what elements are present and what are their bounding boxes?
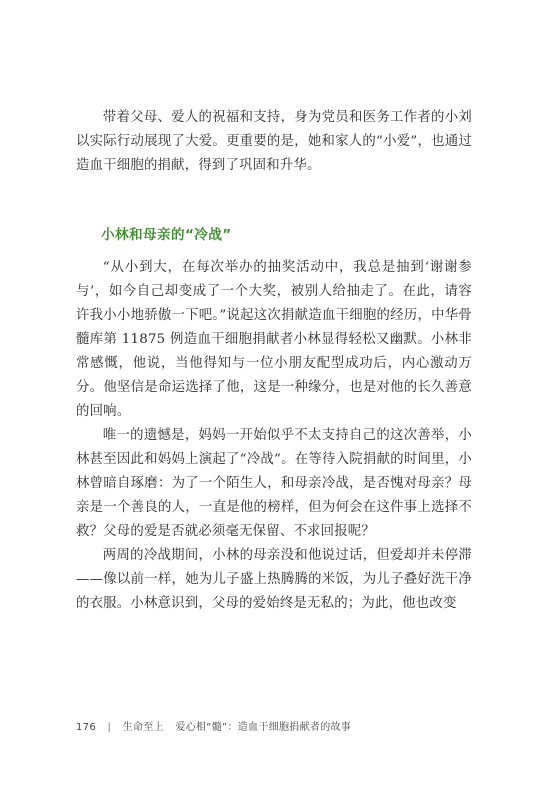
intro-paragraph xyxy=(76,106,472,178)
story-paragraph-2: 唯一的遗憾是，妈妈一开始似乎不太支持自己的这次善举，小林甚至因此和妈妈上演起了“冷战”。在等待入院捐献的时间里，小林曾暗自琢磨：为了一个陌生人，和母亲冷战，是否愧对母亲？母亲是一个善良的人，一直是他的榜样，但为何会在这件事上选择不救？父母的爱是否就必须毫无保留、不求回报呢？ xyxy=(76,428,472,539)
intro-text: 带着父母、爱人的祝福和支持，身为党员和医务工作者的小刘以实际行动展现了大爱。更重要的是，她和家人的“小爱”，也通过造血干细胞的捐献，得到了巩固和升华。 xyxy=(76,110,472,173)
story-paragraph-3: 两周的冷战期间，小林的母亲没和他说过话，但爱却并未停滞——像以前一样，她为儿子盛上热腾腾的米饭，为儿子叠好洗干净的衣服。小林意识到，父母的爱始终是无私的；为此，他也改变 xyxy=(76,548,472,611)
page-footer xyxy=(76,718,359,733)
story-body xyxy=(76,256,472,616)
book-subtitle: 爱心相“髓”：造血干细胞捐献者的故事 xyxy=(175,722,352,733)
page-number: 176 xyxy=(76,722,96,733)
section-heading: 小林和母亲的“冷战” xyxy=(101,227,232,243)
footer-separator: | xyxy=(107,722,112,733)
story-paragraph-1: “从小到大，在每次举办的抽奖活动中，我总是抽到‘谢谢参与’，如今自己却变成了一个大奖，被别人给抽走了。在此，请容许我小小地骄傲一下吧。”说起这次捐献造血干细胞的经历，中华骨髓库第 11875 例造血干细胞捐献者小林显得轻松又幽默。小林非常感慨，他说，当他得知与一位小朋友配型成功后，内心激动万分。他坚信是命运选择了他，这是一种缘分，也是对他的长久善意的回响。 xyxy=(76,260,472,419)
book-title: 生命至上 xyxy=(122,722,164,733)
